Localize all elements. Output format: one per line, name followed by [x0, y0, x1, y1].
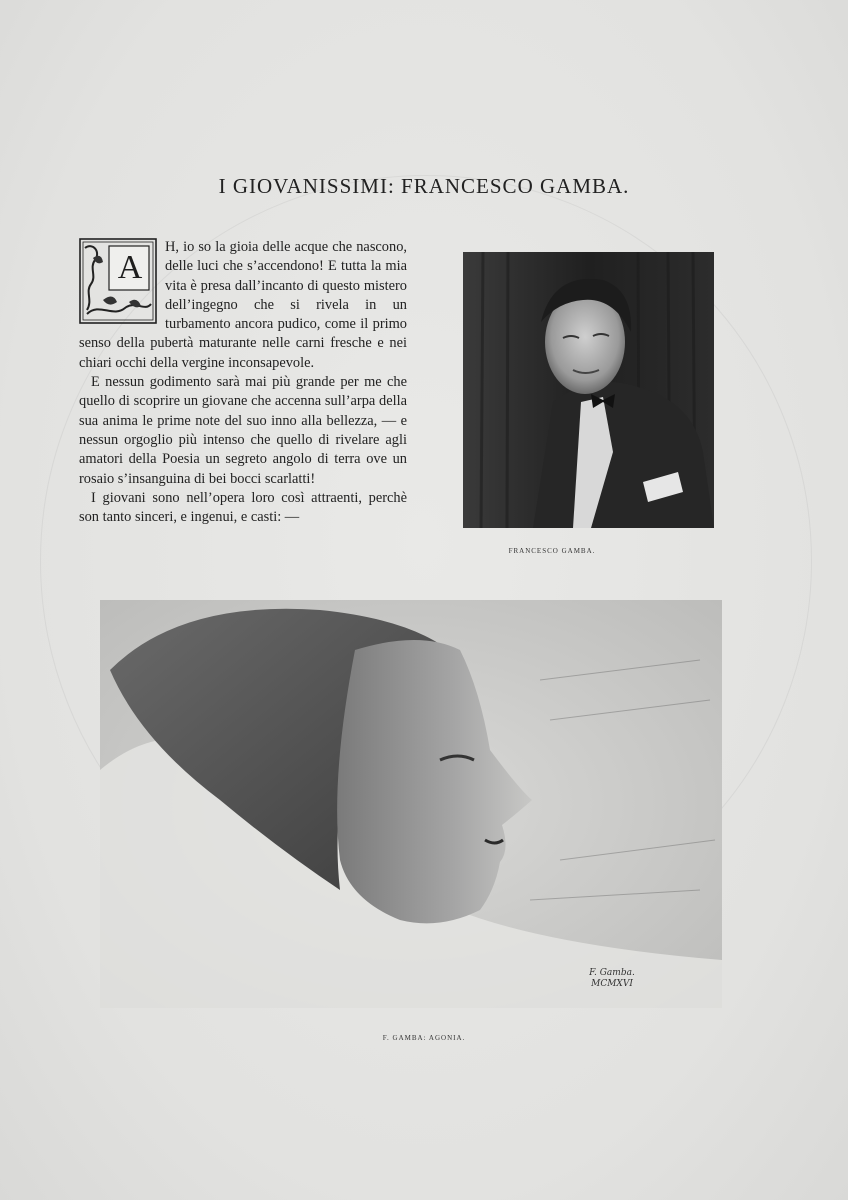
portrait-photo	[463, 252, 714, 528]
artist-signature: F. Gamba. MCMXVI	[589, 968, 635, 989]
paragraph-3: I giovani sono nell’opera loro così attraenti, perchè son tanto sinceri, e ingenui, e casti: —	[79, 489, 407, 526]
portrait-image	[463, 252, 714, 528]
agonia-drawing	[100, 600, 722, 1008]
photo-caption: FRANCESCO GAMBA.	[508, 547, 596, 555]
initial-letter: A	[117, 249, 143, 286]
paragraph-1: H, io so la gioia delle acque che nascono, delle luci che s’accendono! E tutta la mia vita è presa dall’incanto di questo mistero dell’ingegno che si rivela in un turbamento ancora pudico, come il primo senso della pubertà maturante nelle carni fresche e nei chiari occhi della vergine inconsapevole.	[79, 239, 407, 371]
article-body	[79, 238, 407, 527]
decorated-initial	[79, 238, 157, 324]
drawing-image	[100, 600, 722, 1008]
drawing-caption: F. GAMBA: AGONIA.	[382, 1034, 466, 1042]
paragraph-2: E nessun godimento sarà mai più grande per me che quello di scoprire un giovane che accenna sull’arpa della sua anima le prime note del suo inno alla bellezza, — e nessun orgoglio più intenso che quello di rivelare agli amatori della Poesia un segreto angolo di terra ove un rosaio s’insanguina di bei bocci scarlatti!	[79, 374, 407, 487]
article-title: I GIOVANISSIMI: FRANCESCO GAMBA.	[218, 174, 630, 198]
